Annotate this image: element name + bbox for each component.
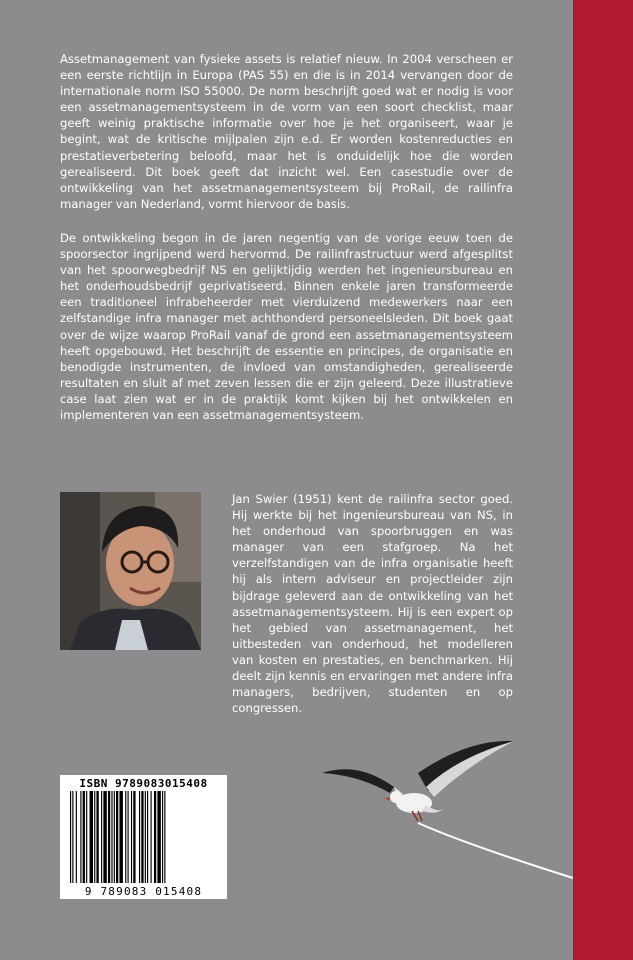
isbn-barcode xyxy=(60,775,227,899)
blurb-paragraph-1: Assetmanagement van fysieke assets is relatief nieuw. In 2004 verscheen er een eerste richtlijn in Europa (PAS 55) en die is in 2014 vervangen door de internationale norm ISO 55000. De norm beschrijft goed wat er nodig is voor een assetmanagementsysteem in de vorm van een soort checklist, maar geeft weinig praktische informatie over hoe je het organiseert, waar je begint, wat de kritische mijlpalen zijn e.d. Er worden kostenreducties en prestatieverbetering beloofd, maar het is onduidelijk hoe die worden gerealiseerd. Dit boek geeft dat inzicht wel. Een casestudie over de ontwikkeling van het assetmanagementsysteem bij ProRail, de railinfra manager van Nederland, vormt hiervoor de basis. xyxy=(60,52,513,211)
isbn-label: ISBN 9789083015408 xyxy=(79,777,208,790)
spine-strip xyxy=(573,0,633,960)
blurb-paragraph-2: De ontwikkeling begon in de jaren negentig van de vorige eeuw toen de spoorsector ingrijpend werd hervormd. De railinfrastructuur werd afgesplitst van het spoorwegbedrijf NS en gelijktijdig werden het ingenieursbureau en het onderhoudsbedrijf geprivatiseerd. Binnen enkele jaren transformeerde een traditioneel infrabeheerder met vierduizend medewerkers naar een zelfstandige infra manager met achthonderd personeelsleden. Dit boek gaat over de wijze waarop ProRail vanaf de grond een assetmanagementsysteem heeft opgebouwd. Het beschrijft de essentie en principes, de organisatie en benodigde instrumenten, de invloed van omstandigheden, gerealiseerde resultaten en sluit af met zeven lessen die er zijn geleerd. Deze illustratieve case laat zien wat er in de praktijk komt kijken bij het ontwikkelen en implementeren van een assetmanagementsysteem. xyxy=(60,231,513,423)
barcode-bars-icon xyxy=(70,791,217,883)
author-photo xyxy=(60,492,201,650)
isbn-digits: 9 789083 015408 xyxy=(84,885,203,898)
author-portrait-icon xyxy=(60,492,201,650)
seagull-illustration-icon xyxy=(318,735,573,885)
author-bio: Jan Swier (1951) kent de railinfra sector goed. Hij werkte bij het ingenieursbureau van NS, in het onderhoud van spoorbruggen en was manager van een stafgroep. Na het verzelfstandigen van de infra organisatie heeft hij als intern adviseur en projectleider zijn bijdrage geleverd aan de ontwikkeling van het assetmanagementsysteem. Hij is een expert op het gebied van assetmanagement, het uitbesteden van onderhoud, het modelleren van kosten en prestaties, en benchmarken. Hij deelt zijn kennis en ervaringen met andere infra managers, bedrijven, studenten en op congressen. xyxy=(232,492,513,716)
